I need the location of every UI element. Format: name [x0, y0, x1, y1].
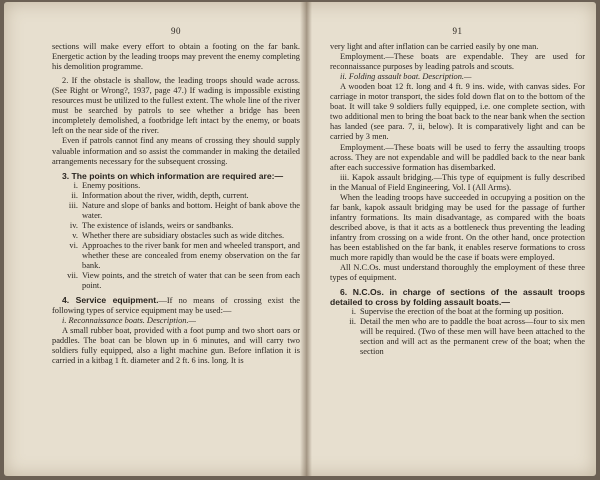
list-item: i. Supervise the erection of the boat at the forming up position.: [351, 307, 564, 317]
list-item: i. Enemy positions.: [73, 180, 141, 190]
list-item: iv. The existence of islands, weirs or sandbanks.: [69, 220, 234, 230]
paragraph: A wooden boat 12 ft. long and 4 ft. 9 ins. wide, with canvas sides. For carriage in motor transport, the sides fold down flat on to the bottom of the boat. It will take 9 soldiers fully equipped, i.e. one complete section, with two additional men to bring the boat back to the near bank when the section has landed (see para. 7, ii, below). It is comparatively light and can be carried by 3 men.: [330, 82, 585, 142]
list-item: v. Whether there are subsidiary obstacles such as wide ditches.: [72, 230, 285, 240]
right-page: [330, 0, 585, 474]
paragraph: iii. Kapok assault bridging.—This type of equipment is fully described in the Manual of Field Engineering, Vol. I (All Arms).: [330, 172, 585, 192]
paragraph: very light and after inflation can be carried easily by one man.: [330, 42, 539, 52]
subheading: i. Reconnaissance boats. Description.—: [62, 316, 196, 326]
section-heading: 3. The points on which information are required are:—: [62, 170, 284, 181]
paragraph: 2. If the obstacle is shallow, the leading troops should wade across. (See Right or Wrong?, 1937, page 47.) If wading is impossible existing resources must be utilized to the fullest extent. The whole line of the river must be searched by patrols to see whether a bridge has been incompletely demolished, a footbridge left intact by the enemy, or boats left on the near side of the river.: [52, 76, 300, 136]
list-item: vii. View points, and the stretch of water that can be seen from each point.: [67, 271, 300, 291]
paragraph: Employment.—These boats will be used to ferry the assaulting troops across. They are not expendable and will be paddled back to the near bank after each successive formation has disembarked.: [330, 142, 585, 172]
paragraph: Even if patrols cannot find any means of crossing they should supply valuable information and so assist the commander in making the detailed arrangements necessary for the subsequent crossing.: [52, 136, 300, 166]
page-number: 91: [452, 26, 463, 36]
section-heading: 6. N.C.Os. in charge of sections of the assault troops detailed to cross by folding assault boats.—: [330, 287, 585, 308]
paragraph: All N.C.Os. must understand thoroughly the employment of these three types of equipment.: [330, 263, 585, 283]
section-heading: 4. Service equipment.: [62, 295, 159, 306]
paragraph: When the leading troops have succeeded in occupying a position on the far bank, kapok assault bridging may be used for the passage of further infantry formations. Its main disadvantage, as compared with the boats described above, is that it acts as a bottleneck thus preventing the leading infantry from crossing on a wide front. On the other hand, once protection has been established on the far bank, it enables reserve formations to cross much more rapidly than would be the case if boats were employed.: [330, 192, 585, 263]
book-gutter: [300, 2, 312, 476]
left-page: [52, 0, 300, 474]
paragraph: A small rubber boat, provided with a foot pump and two short oars or paddles. The boat can be blown up in 6 minutes, and will carry two soldiers fully equipped, also a light machine gun. Before inflation it is carried in a kitbag 1 ft. diameter and 2 ft. 6 ins. long. It is: [52, 326, 300, 366]
info-points-list: [52, 181, 300, 292]
list-item: vi. Approaches to the river bank for men and wheeled transport, and whether these are concealed from enemy observation on the far bank.: [69, 240, 300, 271]
nco-duties-list: [330, 307, 585, 357]
list-item: ii. Information about the river, width, depth, current.: [71, 190, 249, 200]
subheading: ii. Folding assault boat. Description.—: [340, 72, 472, 82]
paragraph: 4. Service equipment.—If no means of crossing exist the following types of service equipment may be used:—: [52, 295, 300, 316]
list-item: ii. Detail the men who are to paddle the boat across—four to six men will be required. (Two of these men will have been attached to the section and will act as the permanent crew of the boat; when the section: [349, 317, 585, 357]
paragraph: sections will make every effort to obtain a footing on the far bank. Energetic action by the leading troops may prevent the enemy completing his demolition programme.: [52, 42, 300, 72]
paragraph: Employment.—These boats are expendable. They are used for reconnaissance purposes by leading patrols and scouts.: [330, 52, 585, 72]
list-item: iii. Nature and slope of banks and bottom. Height of bank above the water.: [68, 200, 300, 220]
page-number: 90: [171, 26, 181, 36]
